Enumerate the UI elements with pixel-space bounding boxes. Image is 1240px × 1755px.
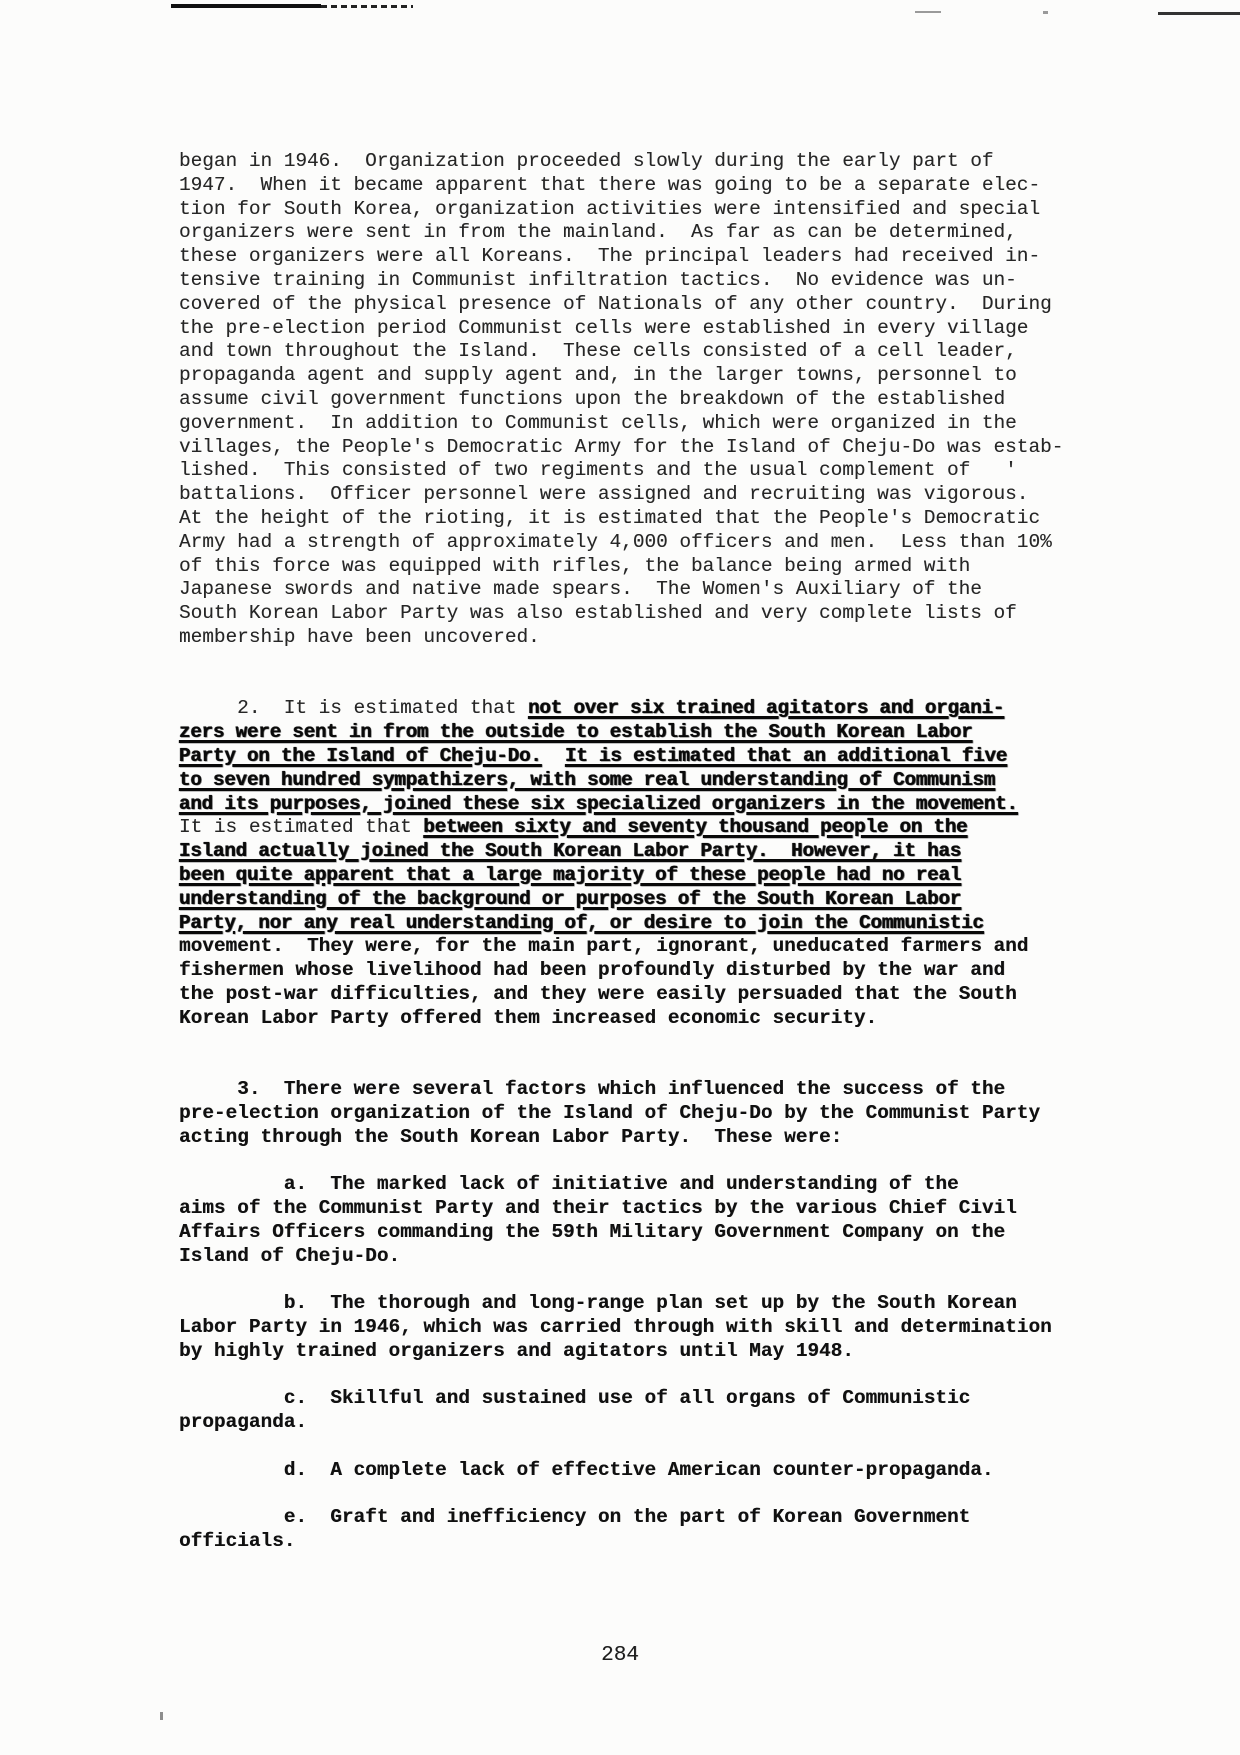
text-segment: and town throughout the Island. These cells consisted of a cell leader,: [179, 340, 1017, 363]
text-line: [179, 1316, 1109, 1340]
text-segment: by highly trained organizers and agitators until May 1948.: [179, 1339, 854, 1362]
text-segment: d. A complete lack of effective American counter-propaganda.: [179, 1458, 994, 1481]
text-segment: 3. There were several factors which influenced the success of the: [179, 1078, 1006, 1101]
text-segment: [542, 745, 565, 767]
text-line: [179, 1387, 1109, 1411]
text-line: [179, 388, 1109, 412]
text-segment: pre-election organization of the Island of Cheju-Do by the Communist Party: [179, 1101, 1041, 1124]
text-line: [179, 507, 1109, 531]
text-segment: of this force was equipped with rifles, the balance being armed with: [179, 554, 971, 577]
text-segment: acting through the South Korean Labor Party. These were:: [179, 1125, 843, 1148]
text-segment: At the height of the rioting, it is estimated that the People's Democratic: [179, 506, 1041, 529]
text-segment: battalions. Officer personnel were assigned and recruiting was vigorous.: [179, 483, 1029, 506]
text-line: [179, 1102, 1109, 1126]
text-line: [179, 793, 1109, 817]
text-line: [179, 340, 1109, 364]
text-line: [179, 317, 1109, 341]
text-segment: b. The thorough and long-range plan set up by the South Korean: [179, 1292, 1017, 1315]
text-line: [179, 935, 1109, 959]
text-segment: not over six trained agitators and organi-: [528, 697, 1005, 720]
text-line: [179, 816, 1109, 840]
paragraph-1: [179, 150, 1109, 650]
text-line: [179, 626, 1109, 650]
text-line: [179, 1292, 1109, 1316]
text-segment: Korean Labor Party offered them increased economic security.: [179, 1006, 878, 1029]
text-segment: Japanese swords and native made spears. The Women's Auxiliary of the: [179, 578, 982, 601]
text-segment: c. Skillful and sustained use of all organs of Communistic: [179, 1387, 971, 1410]
text-segment: Labor Party in 1946, which was carried through with skill and determination: [179, 1316, 1052, 1339]
text-line: [179, 1411, 1109, 1435]
text-segment: e. Graft and inefficiency on the part of Korean Government: [179, 1506, 971, 1529]
text-line: [179, 745, 1109, 769]
text-line: [179, 198, 1109, 222]
text-segment: these organizers were all Koreans. The principal leaders had received in-: [179, 245, 1041, 268]
text-line: [179, 483, 1109, 507]
paragraph-3: [179, 1078, 1109, 1149]
text-line: [179, 1126, 1109, 1150]
text-segment: membership have been uncovered.: [179, 625, 540, 648]
text-segment: a. The marked lack of initiative and understanding of the: [179, 1173, 959, 1196]
text-segment: villages, the People's Democratic Army for the Island of Cheju-Do was estab-: [179, 435, 1064, 458]
text-line: [179, 1530, 1109, 1554]
text-line: [179, 174, 1109, 198]
text-line: [179, 1078, 1109, 1102]
text-segment: assume civil government functions upon the breakdown of the established: [179, 387, 1006, 410]
text-segment: propaganda agent and supply agent and, in the larger towns, personnel to: [179, 364, 1017, 387]
text-line: [179, 721, 1109, 745]
text-segment: the post-war difficulties, and they were easily persuaded that the South: [179, 982, 1017, 1005]
text-segment: zers were sent in from the outside to establish the South Korean Labor: [179, 721, 973, 744]
text-segment: aims of the Communist Party and their tactics by the various Chief Civil: [179, 1197, 1017, 1220]
text-segment: government. In addition to Communist cells, which were organized in the: [179, 411, 1017, 434]
text-line: [179, 697, 1109, 721]
text-segment: to seven hundred sympathizers, with some real understanding of Communism: [179, 768, 996, 791]
text-line: [179, 578, 1109, 602]
text-segment: began in 1946. Organization proceeded slowly during the early part of: [179, 150, 994, 172]
text-line: [179, 912, 1109, 936]
item-b: [179, 1292, 1109, 1363]
scan-artifact-top-right-line: [1158, 12, 1240, 15]
text-line: [179, 150, 1109, 174]
text-segment: Party, nor any real understanding of, or desire to join the Communistic: [179, 911, 984, 934]
text-segment: between sixty and seventy thousand people on the: [423, 816, 968, 839]
text-line: [179, 269, 1109, 293]
text-line: [179, 412, 1109, 436]
text-segment: 2. It is estimated that: [179, 697, 529, 720]
item-d: [179, 1459, 1109, 1483]
text-segment: Affairs Officers commanding the 59th Military Government Company on the: [179, 1220, 1006, 1243]
scan-artifact-bottom-left: [160, 1712, 163, 1720]
text-line: [179, 983, 1109, 1007]
text-line: [179, 1245, 1109, 1269]
text-line: [179, 1197, 1109, 1221]
text-line: [179, 364, 1109, 388]
text-segment: and its purposes, joined these six specialized organizers in the movement.: [179, 792, 1018, 815]
text-segment: officials.: [179, 1530, 296, 1553]
item-c: [179, 1387, 1109, 1435]
text-segment: organizers were sent in from the mainland. As far as can be determined,: [179, 221, 1017, 244]
paragraph-2: [179, 697, 1109, 1030]
text-segment: Island actually joined the South Korean Labor Party. However, it has: [179, 840, 962, 863]
text-line: [179, 531, 1109, 555]
text-line: [179, 1506, 1109, 1530]
text-line: [179, 1007, 1109, 1031]
item-a: [179, 1173, 1109, 1268]
text-segment: Army had a strength of approximately 4,000 officers and men. Less than 10%: [179, 530, 1052, 553]
text-segment: Island of Cheju-Do.: [179, 1244, 401, 1267]
text-line: [179, 1173, 1109, 1197]
text-segment: tensive training in Communist infiltration tactics. No evidence was un-: [179, 268, 1017, 291]
text-line: [179, 436, 1109, 460]
text-segment: understanding of the background or purposes of the South Korean Labor: [179, 887, 962, 910]
text-segment: been quite apparent that a large majority of these people had no real: [179, 863, 962, 886]
text-segment: propaganda.: [179, 1411, 307, 1434]
text-line: [179, 1340, 1109, 1364]
text-segment: the pre-election period Communist cells were established in every village: [179, 316, 1029, 339]
text-line: [179, 864, 1109, 888]
text-segment: 1947. When it became apparent that there was going to be a separate elec-: [179, 173, 1041, 196]
text-segment: tion for South Korea, organization activities were intensified and special: [179, 197, 1041, 220]
text-segment: covered of the physical presence of Nationals of any other country. During: [179, 292, 1052, 315]
text-line: [179, 769, 1109, 793]
text-segment: movement. They were, for the main part, ignorant, uneducated farmers and: [179, 935, 1029, 958]
text-line: [179, 959, 1109, 983]
text-segment: Party on the Island of Cheju-Do.: [179, 744, 542, 767]
text-line: [179, 840, 1109, 864]
text-line: [179, 602, 1109, 626]
scan-artifact-top-right-dot: [1043, 11, 1048, 14]
text-line: [179, 221, 1109, 245]
text-line: [179, 1221, 1109, 1245]
text-line: [179, 555, 1109, 579]
scan-artifact-top-left-line: [171, 4, 321, 8]
scan-artifact-top-right-dash: [915, 11, 941, 13]
page-number: 284: [601, 1644, 639, 1667]
document-body: [179, 150, 1109, 1554]
text-segment: It is estimated that: [179, 816, 424, 839]
text-segment: fishermen whose livelihood had been profoundly disturbed by the war and: [179, 959, 1006, 982]
item-e: [179, 1506, 1109, 1554]
text-line: [179, 245, 1109, 269]
text-line: [179, 293, 1109, 317]
text-line: [179, 1459, 1109, 1483]
text-segment: It is estimated that an additional five: [565, 744, 1008, 767]
scan-artifact-top-left-dashes: [321, 5, 413, 8]
text-line: [179, 459, 1109, 483]
text-segment: lished. This consisted of two regiments and the usual complement of ': [179, 459, 1017, 482]
text-segment: South Korean Labor Party was also established and very complete lists of: [179, 602, 1017, 625]
text-line: [179, 888, 1109, 912]
